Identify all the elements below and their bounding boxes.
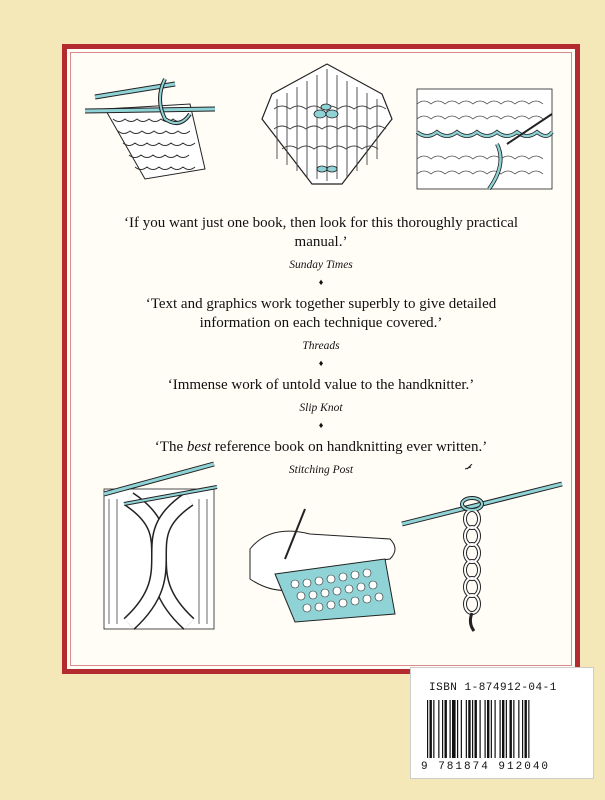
barcode-bar: [525, 700, 527, 758]
barcode-bar: [491, 700, 492, 758]
quote-text: ‘The: [154, 439, 187, 455]
review-item: [67, 295, 575, 352]
knitting-needles-stitch-icon: [85, 69, 225, 189]
barcode-bar: [475, 700, 477, 758]
barcode-bar: [450, 700, 451, 758]
review-source: Stitching Post: [288, 464, 354, 476]
crochet-chain-icon: [397, 464, 567, 634]
hands-knitting-icon: [235, 504, 405, 624]
barcode-bar: [510, 700, 512, 758]
diamond-separator: ♦: [318, 420, 324, 430]
barcode-bar: [430, 700, 432, 758]
review-quote: ‘Immense work of untold value to the handknitter.’: [167, 377, 475, 393]
barcode-bar: [502, 700, 504, 758]
review-source: Sunday Times: [289, 259, 353, 271]
barcode-bar: [445, 700, 447, 758]
isbn-label: ISBN 1-874912-04-1: [429, 682, 557, 694]
barcode-bar: [500, 700, 501, 758]
barcode-bar: [513, 700, 514, 758]
review-source: Threads: [302, 340, 340, 352]
barcode-bar: [461, 700, 462, 758]
review-item: [67, 214, 575, 271]
quote-text: reference book on handknitting ever written.’: [211, 439, 488, 455]
review-quote: ‘Text and graphics work together superbly to give detailed information on each technique covered.’: [145, 296, 497, 331]
barcode-bar: [522, 700, 523, 758]
quote-emphasis: best: [186, 439, 212, 455]
barcode-bar: [472, 700, 473, 758]
isbn-barcode-box: [410, 667, 594, 779]
diamond-separator: ♦: [318, 277, 324, 287]
barcode-icon: [425, 700, 581, 762]
review-quote: [116, 438, 526, 457]
barcode-bar: [466, 700, 467, 758]
barcode-bar: [468, 700, 470, 758]
ean-number: 9 781874 912040: [421, 761, 551, 773]
barcode-bar: [480, 700, 481, 758]
review-quote: ‘If you want just one book, then look for this thoroughly practical manual.’: [123, 215, 519, 250]
review-source: Slip Knot: [299, 402, 343, 414]
review-item: [67, 376, 575, 414]
barcode-bar: [433, 700, 434, 758]
barcode-bar: [427, 700, 428, 758]
barcode-bar: [485, 700, 486, 758]
barcode-bar: [506, 700, 507, 758]
barcode-bar: [442, 700, 443, 758]
red-bordered-panel: [62, 44, 580, 674]
cable-knit-icon: [99, 459, 219, 634]
barcode-bar: [528, 700, 529, 758]
barcode-bar: [452, 700, 456, 758]
knitted-fabric-swatch-icon: [252, 59, 402, 199]
barcode-bar: [495, 700, 496, 758]
diamond-separator: ♦: [318, 358, 324, 368]
barcode-bar: [457, 700, 458, 758]
barcode-bar: [438, 700, 439, 758]
grafting-needle-icon: [412, 84, 562, 199]
barcode-bar: [487, 700, 489, 758]
barcode-bar: [518, 700, 519, 758]
reviews-block: [67, 214, 575, 476]
